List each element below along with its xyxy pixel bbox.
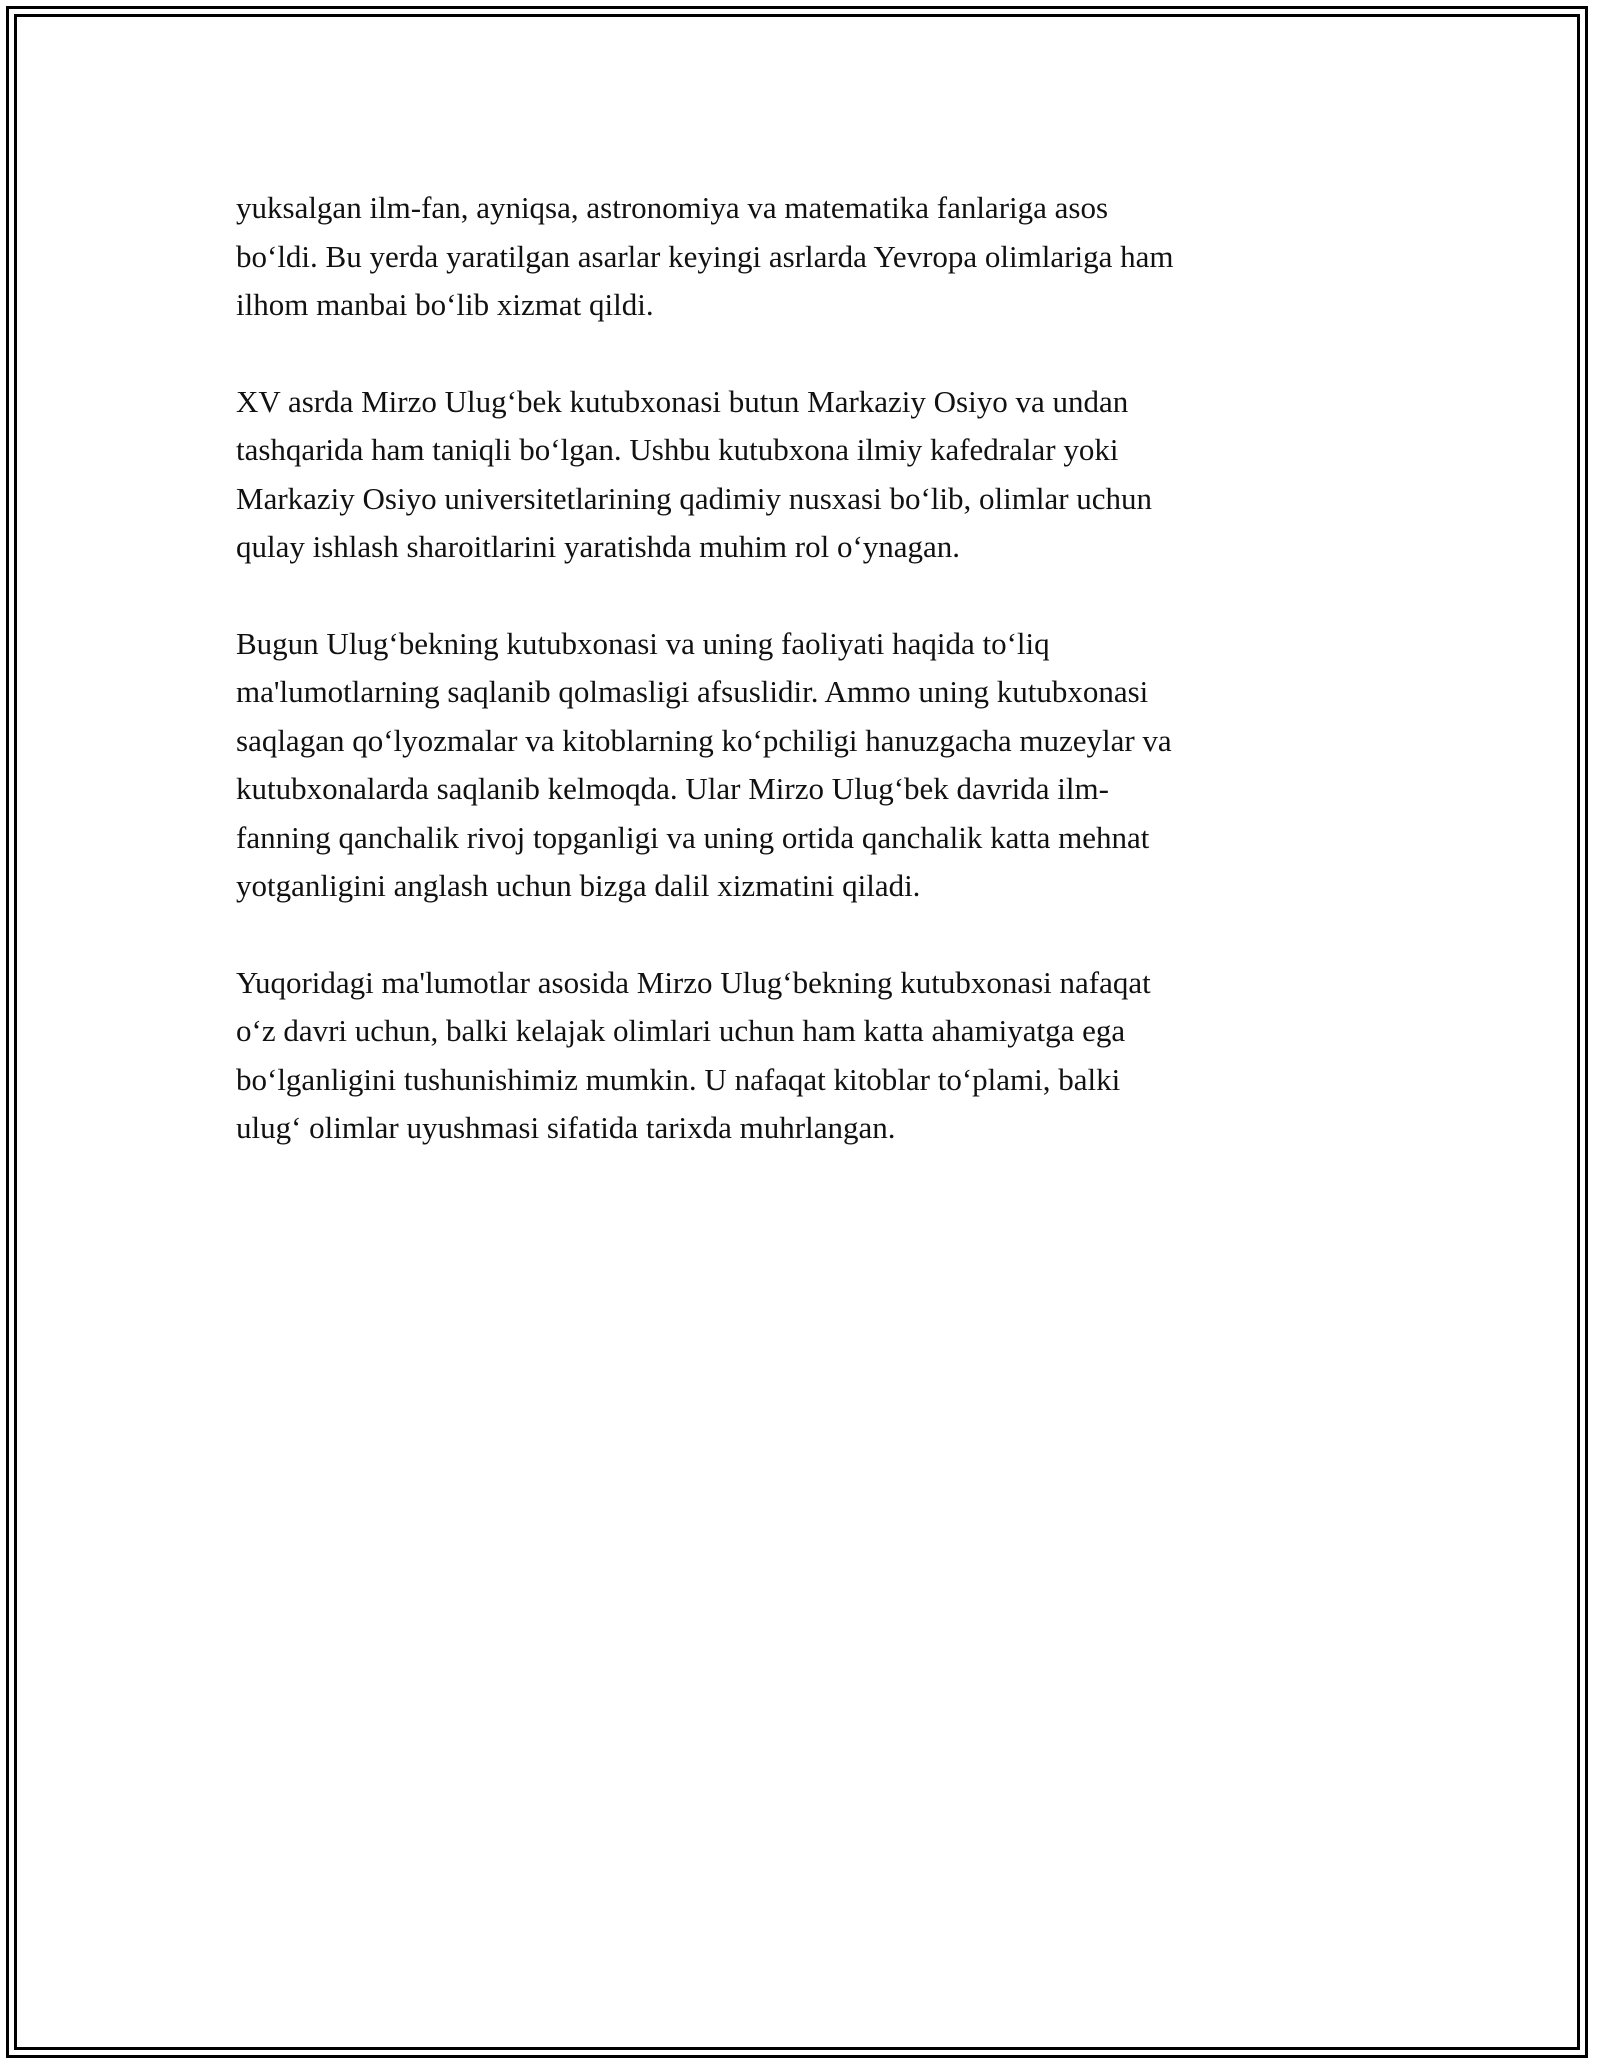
- text-line: Yuqoridagi ma'lumotlar asosida Mirzo Ulug‘bekning kutubxonasi nafaqat: [236, 964, 1151, 1000]
- text-line: yotganligini anglash uchun bizga dalil xizmatini qiladi.: [236, 868, 921, 903]
- text-line: yuksalgan ilm-fan, ayniqsa, astronomiya va matematika fanlariga asos: [236, 190, 1109, 225]
- paragraph: [236, 620, 1376, 911]
- text-line: Bugun Ulug‘bekning kutubxonasi va uning faoliyati haqida to‘liq: [236, 625, 1050, 661]
- text-line: fanning qanchalik rivoj topganligi va uning ortida qanchalik katta mehnat: [236, 819, 1150, 855]
- text-line: bo‘ldi. Bu yerda yaratilgan asarlar keyingi asrlarda Yevropa olimlariga ham: [236, 238, 1174, 274]
- text-line: ilhom manbai bo‘lib xizmat qildi.: [236, 287, 654, 322]
- text-line: o‘z davri uchun, balki kelajak olimlari uchun ham katta ahamiyatga ega: [236, 1013, 1126, 1048]
- document-body: [236, 184, 1376, 1201]
- text-line: tashqarida ham taniqli bo‘lgan. Ushbu kutubxona ilmiy kafedralar yoki: [236, 432, 1119, 467]
- paragraph: [236, 959, 1376, 1153]
- paragraph: [236, 378, 1376, 572]
- text-line: Markaziy Osiyo universitetlarining qadimiy nusxasi bo‘lib, olimlar uchun: [236, 480, 1153, 516]
- text-line: bo‘lganligini tushunishimiz mumkin. U nafaqat kitoblar to‘plami, balki: [236, 1061, 1121, 1097]
- text-line: qulay ishlash sharoitlarini yaratishda muhim rol o‘ynagan.: [236, 529, 961, 564]
- text-line: ma'lumotlarning saqlanib qolmasligi afsuslidir. Ammo uning kutubxonasi: [236, 674, 1149, 709]
- text-line: saqlagan qo‘lyozmalar va kitoblarning ko‘pchiligi hanuzgacha muzeylar va: [236, 722, 1172, 758]
- text-line: kutubxonalarda saqlanib kelmoqda. Ular Mirzo Ulug‘bek davrida ilm-: [236, 771, 1109, 806]
- text-line: ulug‘ olimlar uyushmasi sifatida tarixda muhrlangan.: [236, 1110, 896, 1145]
- text-line: XV asrda Mirzo Ulug‘bek kutubxonasi butun Markaziy Osiyo va undan: [236, 383, 1129, 419]
- paragraph: [236, 184, 1376, 330]
